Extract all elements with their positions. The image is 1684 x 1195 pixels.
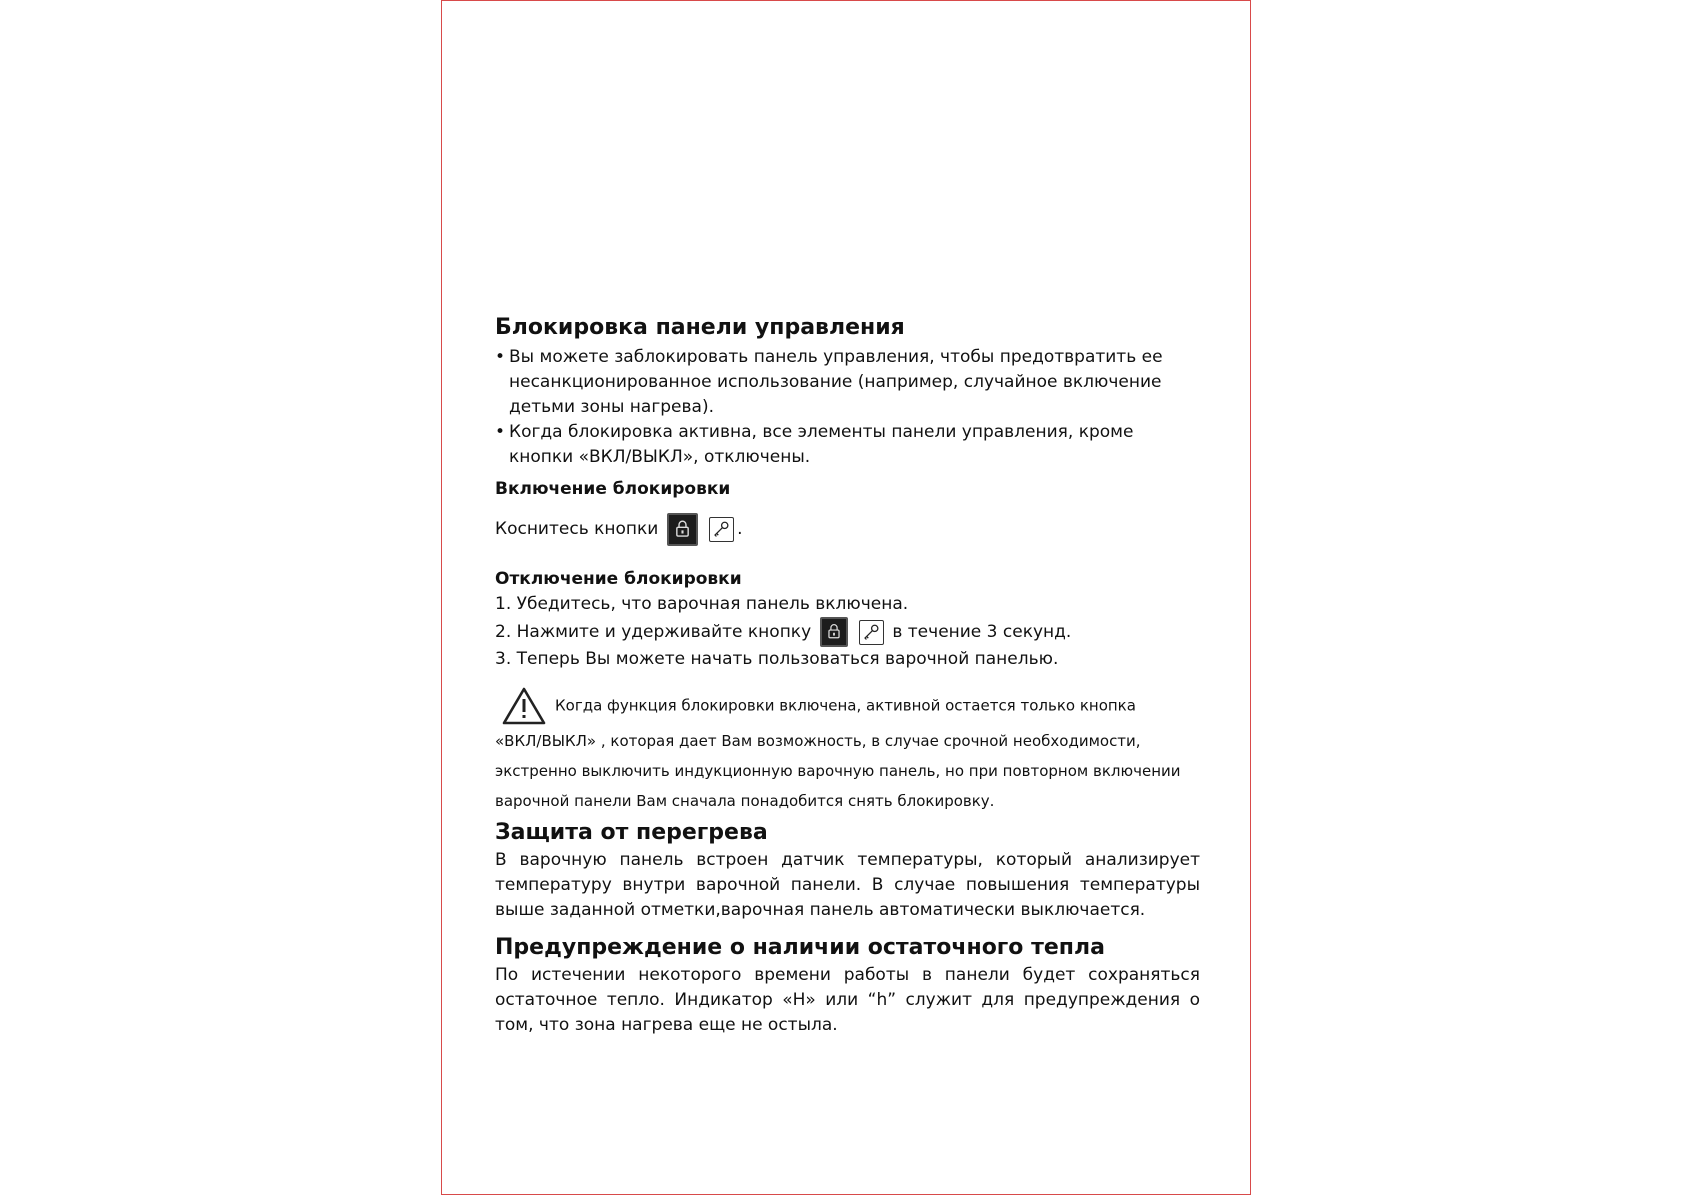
subheading-enable-lock: Включение блокировки — [495, 479, 731, 499]
lock-icon[interactable] — [820, 617, 848, 647]
list-item: 3. Теперь Вы можете начать пользоваться варочной панелью. — [495, 649, 1059, 669]
disable-steps — [495, 592, 1200, 672]
residual-heat-body: По истечении некоторого времени работы в панели будет сохраняться остаточное тепло. Индикатор «H» или “h” служит для предупреждения о том, что зона нагрева еще не остыла. — [495, 965, 1200, 1035]
section-title-residual-heat: Предупреждение о наличии остаточного тепла — [495, 935, 1105, 960]
enable-instruction: Коснитесь кнопки . — [495, 512, 1200, 546]
key-icon[interactable] — [709, 517, 734, 542]
lock-warning-note: Когда функция блокировки включена, активной остается только кнопка «ВКЛ/ВЫКЛ» , которая дает Вам возможность, в случае срочной необходимости, экстренно выключить индукционную варочную панель, но при повторном включении варочной панели Вам сначала понадобится снять блокировку. — [495, 686, 1200, 816]
manual-content — [495, 313, 1200, 1038]
list-item: 2. Нажмите и удерживайте кнопку в течение 3 секунд. — [495, 617, 1200, 647]
section-title-lock: Блокировка панели управления — [495, 315, 905, 340]
warning-icon — [501, 686, 547, 726]
overheat-body: В варочную панель встроен датчик температуры, который анализирует температуру внутри варочной панели. В случае повышения температуры выше заданной отметки,варочная панель автоматически выключается. — [495, 850, 1200, 920]
list-item: • Когда блокировка активна, все элементы панели управления, кроме кнопки «ВКЛ/ВЫКЛ», отключены. — [495, 422, 1134, 467]
list-item: • Вы можете заблокировать панель управления, чтобы предотвратить ее несанкционированное использование (например, случайное включение детьми зоны нагрева). — [495, 347, 1163, 417]
list-item: 1. Убедитесь, что варочная панель включена. — [495, 594, 909, 614]
lock-icon[interactable] — [667, 513, 698, 546]
lock-bullets — [495, 345, 1200, 470]
section-title-overheat: Защита от перегрева — [495, 820, 768, 845]
key-icon[interactable] — [859, 620, 884, 645]
subheading-disable-lock: Отключение блокировки — [495, 569, 742, 589]
